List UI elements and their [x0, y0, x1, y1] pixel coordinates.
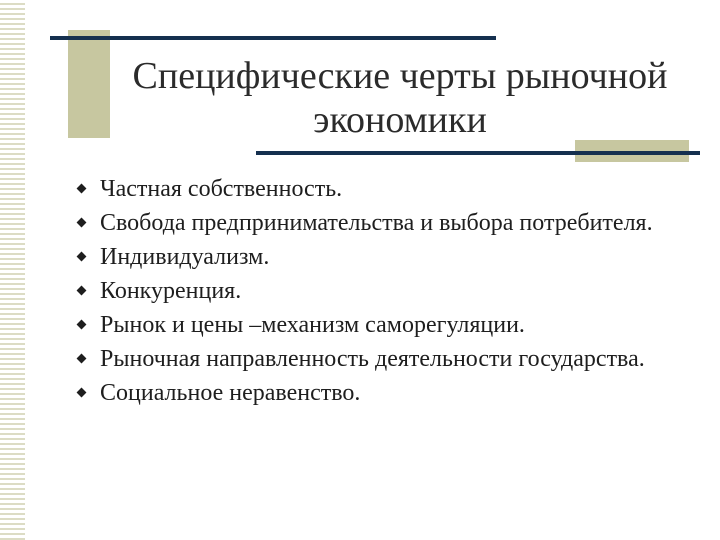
diamond-bullet-icon	[77, 184, 87, 194]
bullet-text: Индивидуализм.	[100, 244, 270, 270]
accent-box-top	[68, 30, 110, 138]
bullet-text: Конкуренция.	[100, 278, 242, 304]
bullet-item	[76, 212, 696, 234]
diamond-bullet-icon	[77, 218, 87, 228]
bullet-item	[76, 246, 696, 268]
bullet-item	[76, 178, 696, 200]
slide-title-line-1: Специфические черты рыночной	[132, 55, 668, 97]
diamond-bullet-icon	[77, 388, 87, 398]
diamond-bullet-icon	[77, 354, 87, 364]
title-rule-top	[50, 36, 496, 40]
diamond-bullet-icon	[77, 320, 87, 330]
decorative-stripes	[0, 0, 25, 540]
slide-title	[110, 54, 690, 142]
bullet-item	[76, 382, 696, 404]
bullet-text: Частная собственность.	[100, 176, 343, 202]
diamond-bullet-icon	[77, 252, 87, 262]
bullet-item	[76, 348, 696, 370]
bullet-text: Свобода предпринимательства и выбора потребителя.	[100, 210, 653, 236]
diamond-bullet-icon	[77, 286, 87, 296]
bullet-item	[76, 314, 696, 336]
slide-title-line-2: экономики	[313, 99, 487, 141]
bullet-item	[76, 280, 696, 302]
bullet-text: Социальное неравенство.	[100, 380, 361, 406]
bullet-text: Рыночная направленность деятельности государства.	[100, 346, 645, 372]
bullet-list	[76, 178, 696, 416]
bullet-text: Рынок и цены –механизм саморегуляции.	[100, 312, 525, 338]
title-rule-bottom	[256, 151, 700, 155]
